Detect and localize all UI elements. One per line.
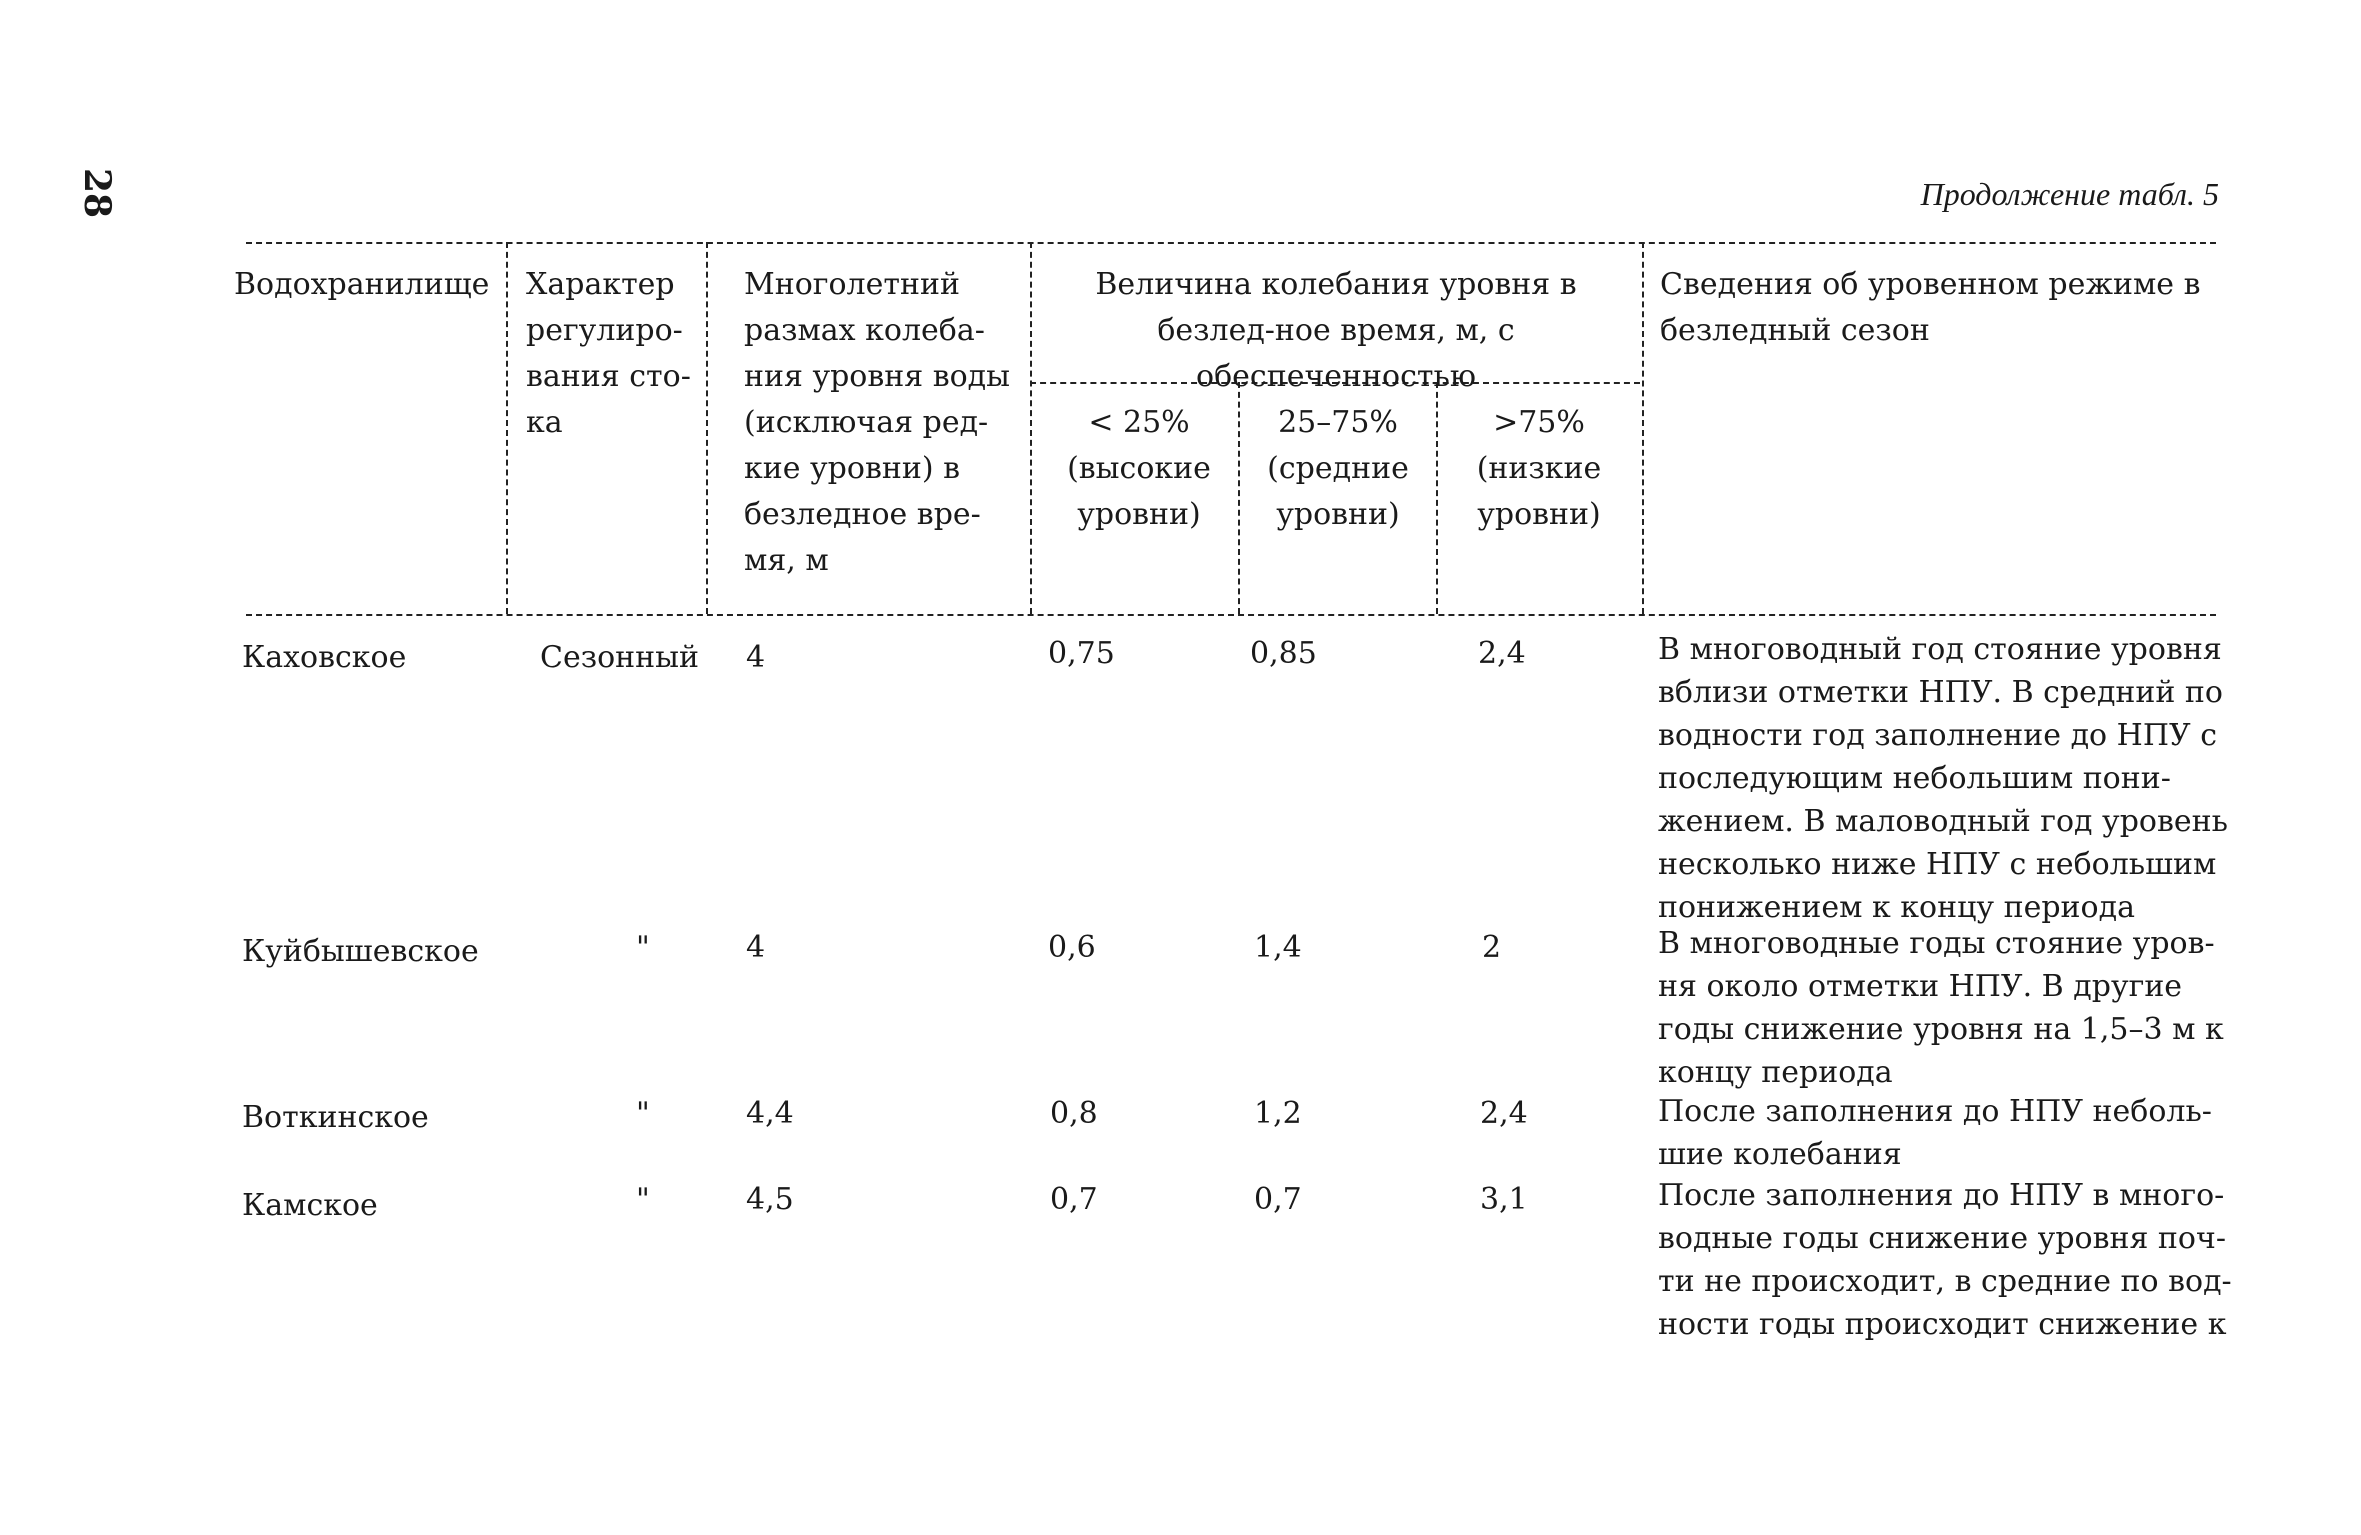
column-divider bbox=[1642, 242, 1644, 614]
row-3-reservoir: Воткинское bbox=[242, 1100, 429, 1135]
header-p-low: < 25% (высокие уровни) bbox=[1067, 405, 1211, 532]
row-2-p-mid: 1,4 bbox=[1254, 930, 1302, 965]
column-divider bbox=[706, 242, 708, 614]
header-p-mid: 25–75% (средние уровни) bbox=[1267, 405, 1409, 532]
row-1-p-mid: 0,85 bbox=[1250, 636, 1317, 671]
row-3-range: 4,4 bbox=[746, 1096, 794, 1131]
row-4-range: 4,5 bbox=[746, 1182, 794, 1217]
row-3-regime: После заполнения до НПУ неболь-шие колебания bbox=[1658, 1094, 2212, 1172]
row-4-regulation: " bbox=[636, 1182, 650, 1217]
row-2-regulation: " bbox=[636, 930, 650, 965]
column-divider bbox=[1238, 382, 1240, 614]
row-3-p-high: 2,4 bbox=[1480, 1096, 1528, 1131]
row-4-reservoir: Камское bbox=[242, 1188, 378, 1223]
row-2-p-low: 0,6 bbox=[1048, 930, 1096, 965]
row-3-p-mid: 1,2 bbox=[1254, 1096, 1302, 1131]
row-2-reservoir: Куйбышевское bbox=[242, 934, 479, 969]
row-2-p-high: 2 bbox=[1482, 930, 1502, 965]
header-reservoir: Водохранилище bbox=[234, 267, 490, 302]
row-4-p-high: 3,1 bbox=[1480, 1182, 1528, 1217]
header-bottom-rule bbox=[246, 614, 2216, 616]
header-regime: Сведения об уровенном режиме в безледный сезон bbox=[1660, 267, 2201, 348]
row-1-reservoir: Каховское bbox=[242, 640, 407, 675]
row-4-p-low: 0,7 bbox=[1050, 1182, 1098, 1217]
column-divider bbox=[1030, 242, 1032, 614]
column-divider bbox=[506, 242, 508, 614]
table-continuation-caption: Продолжение табл. 5 bbox=[1920, 176, 2219, 212]
header-regulation: Характер регулиро-вания сто-ка bbox=[526, 267, 691, 440]
row-1-range: 4 bbox=[746, 640, 766, 675]
row-1-regulation: Сезонный bbox=[540, 640, 699, 675]
table-top-rule bbox=[246, 242, 2216, 244]
row-3-regulation: " bbox=[636, 1096, 650, 1131]
header-amplitude-group: Величина колебания уровня в безлед-ное время, м, с обеспеченностью bbox=[1095, 267, 1577, 394]
page-number: 28 bbox=[76, 168, 118, 219]
row-4-p-mid: 0,7 bbox=[1254, 1182, 1302, 1217]
row-1-p-low: 0,75 bbox=[1048, 636, 1115, 671]
header-range: Многолетний размах колеба-ния уровня воды (исключая ред-кие уровни) в безледное вре-мя, м bbox=[744, 267, 1011, 578]
row-1-p-high: 2,4 bbox=[1478, 636, 1526, 671]
row-2-regime: В многоводные годы стояние уров-ня около отметки НПУ. В другие годы снижение уровня на 1,5–3 м к концу периода bbox=[1658, 926, 2224, 1090]
row-3-p-low: 0,8 bbox=[1050, 1096, 1098, 1131]
row-4-regime: После заполнения до НПУ в много-водные годы снижение уровня поч-ти не происходит, в средние по вод-ности годы происходит снижение к bbox=[1658, 1178, 2232, 1342]
row-2-range: 4 bbox=[746, 930, 766, 965]
row-1-regime: В многоводный год стояние уровня вблизи отметки НПУ. В средний по водности год заполнение до НПУ с последующим небольшим пони-жением. В маловодный год уровень несколько ниже НПУ с небольшим понижением к концу периода bbox=[1658, 632, 2228, 925]
column-divider bbox=[1436, 382, 1438, 614]
header-p-high: >75% (низкие уровни) bbox=[1476, 405, 1602, 532]
